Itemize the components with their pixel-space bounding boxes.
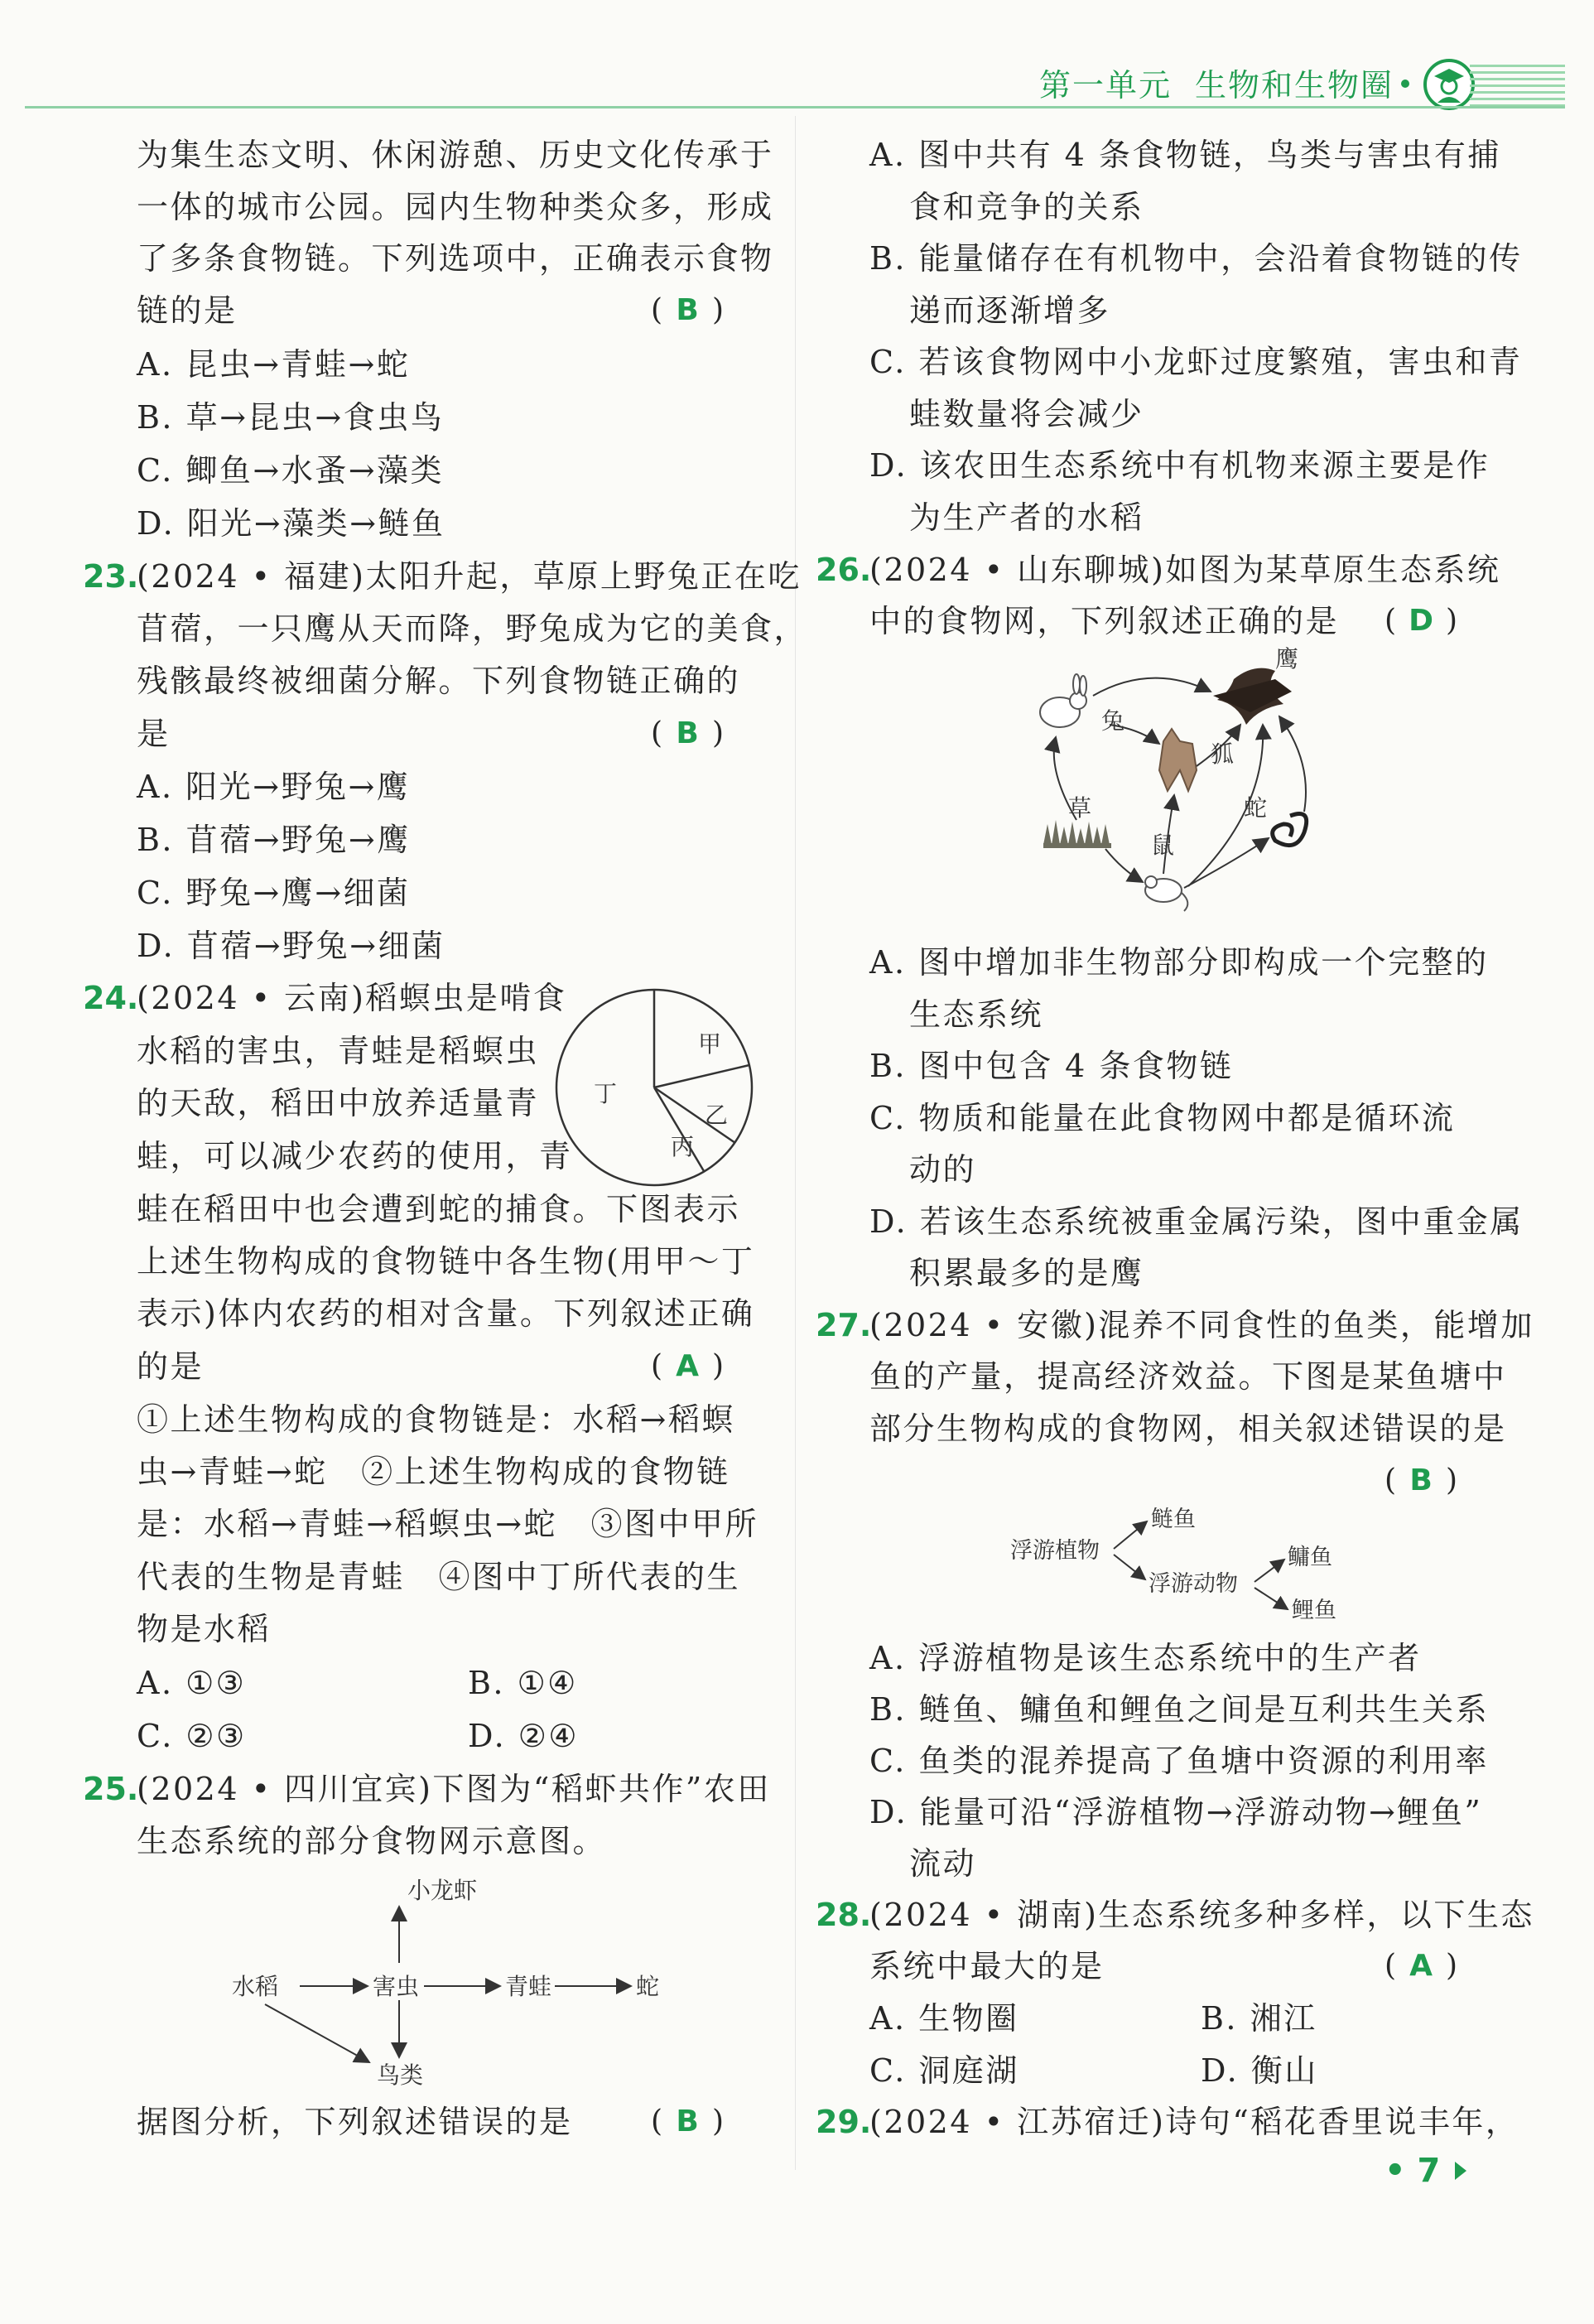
q25-option-c-line-1: C. 若该食物网中小龙虾过度繁殖，害虫和青	[869, 344, 1523, 380]
q26-option-d-line-2: 积累最多的是鹰	[909, 1255, 1144, 1291]
web26-label-mouse: 鼠	[1151, 832, 1175, 859]
question-number-24: 24.	[83, 980, 139, 1016]
web26-label-hawk: 鹰	[1275, 646, 1299, 673]
q27-line-3: 部分生物构成的食物网，相关叙述错误的是	[869, 1410, 1507, 1447]
q24-option-d: D. ②④	[468, 1718, 579, 1754]
mouse-icon	[1145, 876, 1187, 911]
web27-label-silver-carp: 鲢鱼	[1151, 1507, 1196, 1532]
unit-label: 第一单元	[1039, 67, 1173, 104]
pie-label-ding: 丁	[594, 1080, 618, 1107]
q26-line-2: 中的食物网，下列叙述正确的是	[869, 603, 1340, 639]
pie-label-yi: 乙	[705, 1102, 729, 1129]
q28-answer: ( A )	[1385, 1949, 1458, 1983]
q23-line-1: (2024 • 福建)太阳升起，草原上野兔正在吃	[137, 558, 802, 595]
web25-label-pest: 害虫	[373, 1973, 420, 2000]
q27-line-1: (2024 • 安徽)混养不同食性的鱼类，能增加	[869, 1307, 1534, 1343]
q24-line-1: (2024 • 云南)稻螟虫是啃食	[137, 980, 567, 1016]
web25-label-crayfish: 小龙虾	[407, 1877, 478, 1904]
q25-answer: ( B )	[651, 2105, 725, 2138]
q24-line-6: 上述生物构成的食物链中各生物(用甲～丁	[137, 1243, 755, 1280]
question-number-25: 25.	[83, 1771, 139, 1807]
arrow-snake-hawk	[1279, 716, 1306, 812]
q24-line-7: 表示)体内农药的相对含量。下列叙述正确	[137, 1295, 755, 1332]
q24-statement-2: 虫→青蛙→蛇 ②上述生物构成的食物链	[137, 1454, 730, 1490]
pesticide-pie-chart	[551, 984, 758, 1191]
q28-option-d: D. 衡山	[1201, 2052, 1318, 2089]
q23-line-4: 是	[137, 716, 171, 752]
fox-icon	[1159, 729, 1197, 791]
q23-option-c: C. 野兔→鹰→细菌	[137, 875, 411, 911]
q25-option-a-line-1: A. 图中共有 4 条食物链，鸟类与害虫有捕	[869, 137, 1501, 173]
page-number-value: 7	[1417, 2152, 1441, 2190]
q24-option-a: A. ①③	[137, 1665, 247, 1701]
q28-option-a: A. 生物圈	[869, 2000, 1019, 2037]
q25-option-b-line-2: 递而逐渐增多	[909, 292, 1111, 329]
q24-statement-3: 是：水稻→青蛙→稻螟虫→蛇 ③图中甲所	[137, 1506, 759, 1542]
intro-option-b: B. 草→昆虫→食虫鸟	[137, 399, 445, 436]
q27-option-c: C. 鱼类的混养提高了鱼塘中资源的利用率	[869, 1743, 1489, 1779]
grassland-food-web	[1027, 646, 1325, 936]
q24-statement-5: 物是水稻	[137, 1611, 272, 1647]
q25-option-c-line-2: 蛙数量将会减少	[909, 396, 1144, 432]
arrow-rice-bird	[265, 2004, 369, 2062]
intro-option-c: C. 鲫鱼→水蚤→藻类	[137, 452, 445, 489]
header-dot	[1401, 80, 1409, 88]
student-avatar-icon	[1423, 58, 1476, 111]
q24-option-c: C. ②③	[137, 1718, 247, 1754]
intro-option-a: A. 昆虫→青蛙→蛇	[137, 346, 411, 383]
q24-answer: ( A )	[651, 1349, 725, 1383]
web27-label-bighead-carp: 鳙鱼	[1288, 1545, 1332, 1570]
q23-line-3: 残骸最终被细菌分解。下列食物链正确的	[137, 663, 741, 699]
q27-answer: ( B )	[1385, 1463, 1458, 1497]
question-number-23: 23.	[83, 558, 139, 595]
rice-shrimp-food-web	[215, 1872, 679, 2095]
intro-option-d: D. 阳光→藻类→鲢鱼	[137, 505, 445, 542]
answer-value: D	[1409, 604, 1433, 638]
web27-label-phytoplankton: 浮游植物	[1010, 1538, 1100, 1564]
answer-value: B	[676, 2105, 699, 2138]
arrow-zoo-carp	[1254, 1588, 1288, 1609]
question-number-28: 28.	[816, 1897, 872, 1933]
q25-stem: 据图分析，下列叙述错误的是	[137, 2104, 573, 2140]
pie-divider	[654, 1065, 749, 1087]
arrow-mouse-snake	[1184, 838, 1269, 888]
q28-line-2: 系统中最大的是	[869, 1948, 1105, 1984]
q25-line-1: (2024 • 四川宜宾)下图为“稻虾共作”农田	[137, 1771, 771, 1807]
q23-option-a: A. 阳光→野兔→鹰	[137, 769, 411, 805]
web26-label-fox: 狐	[1211, 740, 1235, 768]
intro-answer: ( B )	[651, 293, 725, 327]
fishpond-food-web	[1006, 1503, 1362, 1636]
q24-option-b: B. ①④	[468, 1665, 578, 1701]
snake-icon	[1273, 814, 1307, 846]
q26-option-d-line-1: D. 若该生态系统被重金属污染，图中重金属	[869, 1203, 1524, 1240]
web26-label-snake: 蛇	[1244, 794, 1268, 822]
web25-label-bird: 鸟类	[377, 2061, 424, 2089]
intro-line-1: 为集生态文明、休闲游憩、历史文化传承于	[137, 137, 774, 173]
q25-option-b-line-1: B. 能量储存在有机物中，会沿着食物链的传	[869, 240, 1523, 277]
q26-answer: ( D )	[1385, 604, 1458, 638]
rabbit-icon	[1040, 674, 1086, 727]
answer-value: A	[676, 1349, 699, 1383]
arrow-phyto-zoo	[1114, 1555, 1145, 1579]
question-number-27: 27.	[816, 1307, 872, 1343]
q23-option-d: D. 苜蓿→野兔→细菌	[137, 928, 445, 964]
column-divider	[795, 116, 796, 2170]
arrow-phyto-silver	[1114, 1521, 1147, 1549]
intro-line-4: 链的是	[137, 292, 238, 329]
answer-value: B	[676, 716, 699, 750]
q24-line-8: 的是	[137, 1348, 205, 1385]
answer-value: B	[676, 293, 699, 327]
intro-line-3: 了多条食物链。下列选项中，正确表示食物	[137, 240, 774, 277]
q26-option-a-line-1: A. 图中增加非生物部分即构成一个完整的	[869, 944, 1489, 981]
unit-title: 生物和生物圈	[1195, 67, 1394, 104]
grass-icon	[1043, 820, 1111, 848]
web25-label-rice: 水稻	[232, 1973, 279, 2000]
q25-option-a-line-2: 食和竞争的关系	[909, 189, 1144, 225]
web26-label-grass: 草	[1068, 794, 1092, 822]
q28-option-c: C. 洞庭湖	[869, 2052, 1019, 2089]
pie-label-bing: 丙	[671, 1133, 695, 1160]
q23-option-b: B. 苜蓿→野兔→鹰	[137, 822, 411, 858]
header-title	[1039, 60, 1394, 105]
q24-line-5: 蛙在稻田中也会遭到蛇的捕食。下图表示	[137, 1191, 741, 1227]
answer-value: B	[1409, 1463, 1433, 1497]
arrow-rabbit-hawk	[1093, 678, 1211, 696]
web25-label-snake: 蛇	[636, 1973, 660, 2000]
q25-option-d-line-1: D. 该农田生态系统中有机物来源主要是作	[869, 447, 1490, 484]
q24-statement-1: ①上述生物构成的食物链是：水稻→稻螟	[137, 1401, 735, 1438]
answer-value: A	[1409, 1949, 1433, 1983]
header-stripes	[1470, 65, 1565, 106]
pie-label-jia: 甲	[698, 1030, 722, 1058]
q26-option-b: B. 图中包含 4 条食物链	[869, 1048, 1234, 1084]
question-number-26: 26.	[816, 552, 872, 588]
q26-line-1: (2024 • 山东聊城)如图为某草原生态系统	[869, 552, 1501, 588]
web26-label-rabbit: 兔	[1101, 707, 1125, 735]
q25-line-2: 生态系统的部分食物网示意图。	[137, 1823, 607, 1859]
q28-option-b: B. 湘江	[1201, 2000, 1317, 2037]
q25-option-d-line-2: 为生产者的水稻	[909, 499, 1144, 536]
q26-option-a-line-2: 生态系统	[909, 996, 1044, 1033]
q27-option-d-line-2: 流动	[909, 1845, 977, 1882]
q26-option-c-line-1: C. 物质和能量在此食物网中都是循环流	[869, 1100, 1456, 1136]
web27-label-zooplankton: 浮游动物	[1149, 1571, 1238, 1597]
arrow-zoo-bighead	[1254, 1560, 1284, 1582]
q24-statement-4: 代表的生物是青蛙 ④图中丁所代表的生	[137, 1559, 741, 1595]
q27-line-2: 鱼的产量，提高经济效益。下图是某鱼塘中	[869, 1358, 1507, 1395]
q23-line-2: 苜蓿，一只鹰从天而降，野兔成为它的美食，	[137, 610, 808, 647]
intro-line-2: 一体的城市公园。园内生物种类众多，形成	[137, 189, 774, 225]
arrow-grass-mouse	[1105, 849, 1143, 882]
header-rule	[25, 106, 1565, 108]
web27-label-common-carp: 鲤鱼	[1292, 1598, 1336, 1623]
q24-line-4: 蛙，可以减少农药的使用，青	[137, 1138, 573, 1174]
q23-answer: ( B )	[651, 716, 725, 750]
q27-option-d-line-1: D. 能量可沿“浮游植物→浮游动物→鲤鱼”	[869, 1794, 1483, 1830]
question-number-29: 29.	[816, 2104, 872, 2140]
page-number: • 7	[1385, 2152, 1466, 2190]
web25-label-frog: 青蛙	[505, 1973, 552, 2000]
q24-line-2: 水稻的害虫，青蛙是稻螟虫	[137, 1033, 540, 1069]
q26-option-c-line-2: 动的	[909, 1151, 977, 1188]
q28-line-1: (2024 • 湖南)生态系统多种多样，以下生态	[869, 1897, 1534, 1933]
q29-line-1: (2024 • 江苏宿迁)诗句“稻花香里说丰年，	[869, 2104, 1519, 2140]
page-arrow-icon	[1455, 2162, 1466, 2180]
q27-option-b: B. 鲢鱼、鳙鱼和鲤鱼之间是互利共生关系	[869, 1691, 1490, 1728]
q27-option-a: A. 浮游植物是该生态系统中的生产者	[869, 1640, 1422, 1676]
q24-line-3: 的天敌，稻田中放养适量青	[137, 1085, 540, 1121]
